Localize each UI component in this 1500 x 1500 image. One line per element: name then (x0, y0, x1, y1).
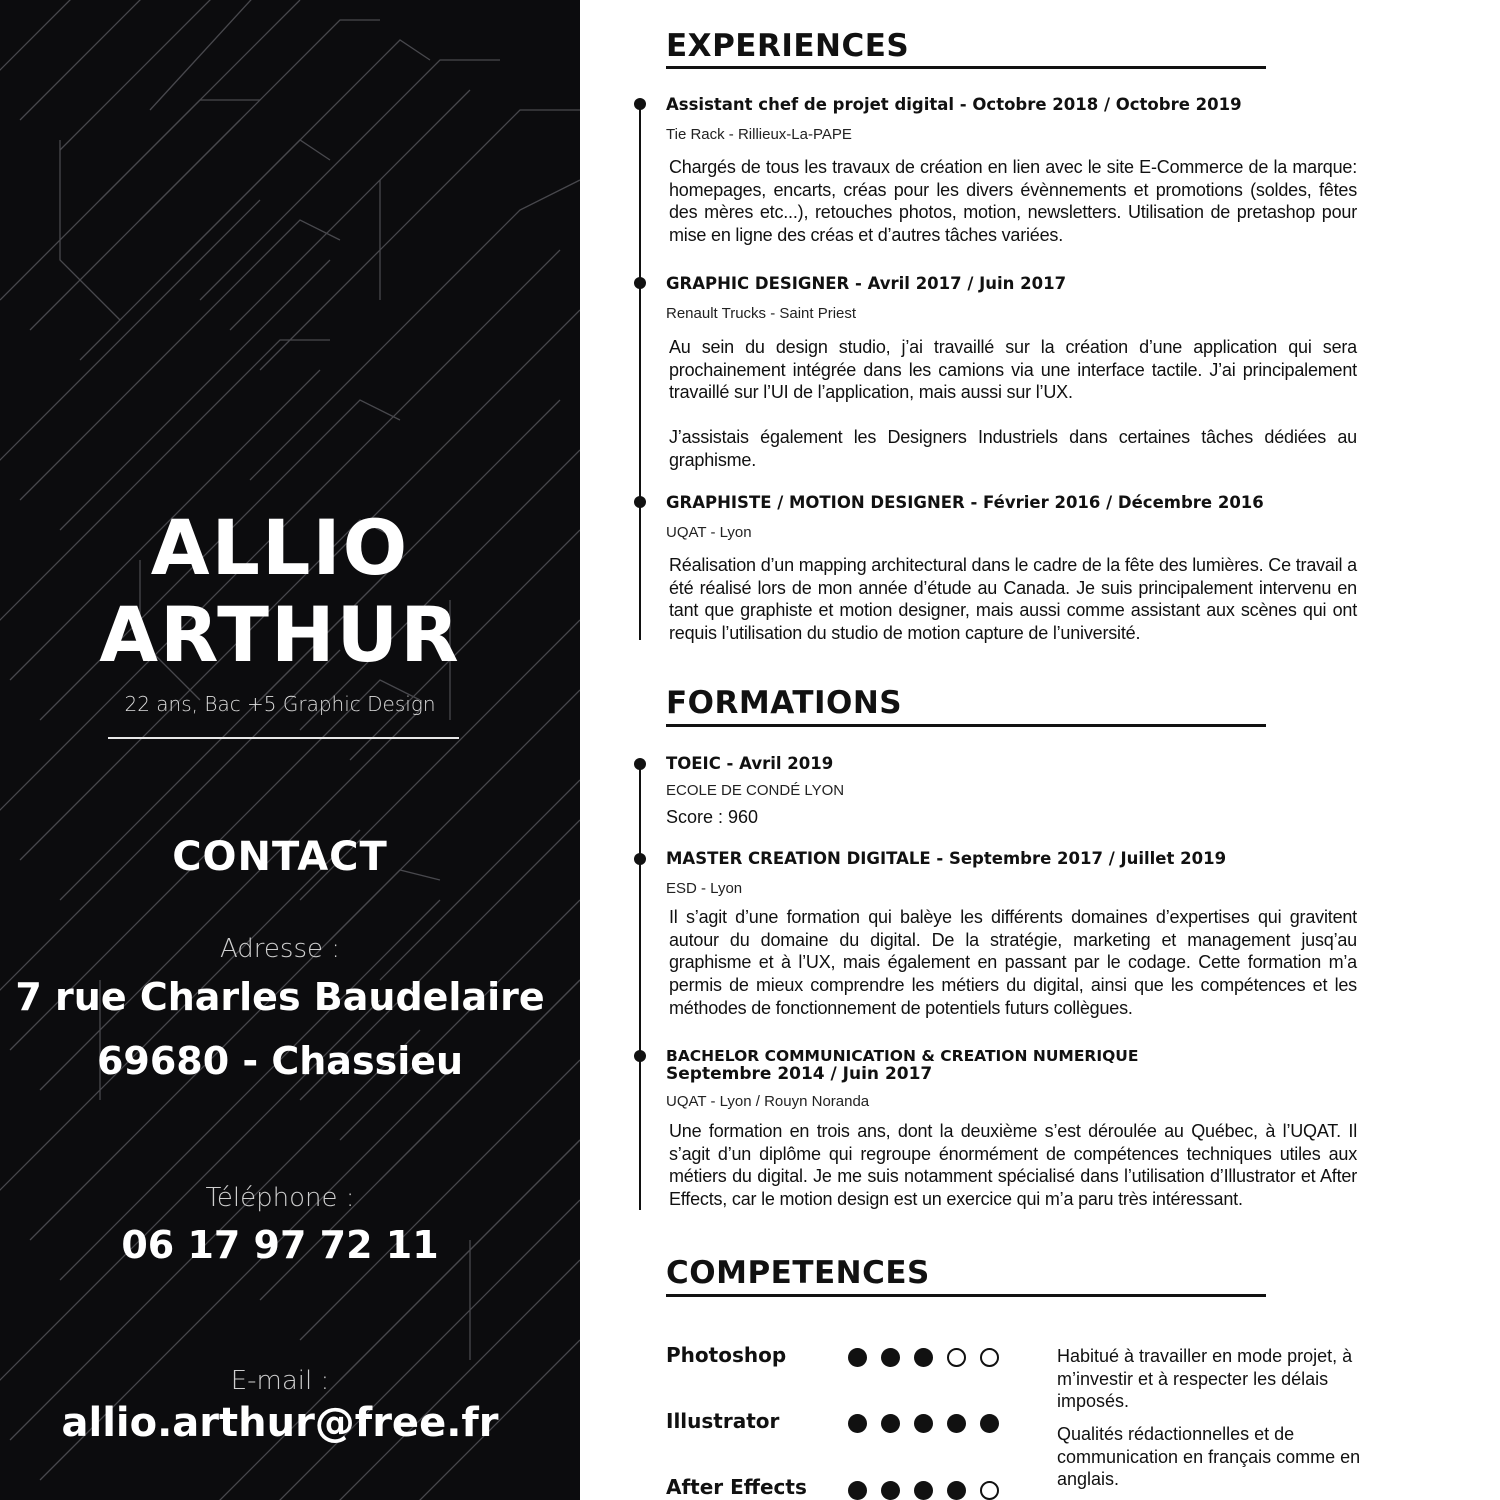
phone-number[interactable]: 06 17 97 72 11 (121, 1223, 439, 1267)
experience-org: UQAT - Lyon (666, 524, 752, 541)
timeline-dot-icon (634, 98, 646, 110)
formations-heading: FORMATIONS (666, 685, 903, 721)
timeline-dot-icon (634, 758, 646, 770)
skill-name: Illustrator (666, 1409, 780, 1433)
formation-title: TOEIC - Avril 2019 (666, 754, 834, 773)
address-line1: 7 rue Charles Baudelaire (15, 975, 545, 1019)
skill-name: After Effects (666, 1475, 807, 1499)
formation-dates: Septembre 2014 / Juin 2017 (666, 1064, 933, 1084)
formation-org: UQAT - Lyon / Rouyn Noranda (666, 1093, 870, 1110)
divider (108, 737, 459, 739)
filled-dot-icon (881, 1348, 900, 1367)
address-line2: 69680 - Chassieu (96, 1039, 464, 1083)
profile-sidebar (0, 0, 580, 1500)
experience-title: Assistant chef de projet digital - Octobre 2018 / Octobre 2019 (666, 95, 1242, 114)
skill-rating-photoshop (848, 1348, 999, 1367)
filled-dot-icon (914, 1348, 933, 1367)
experience-desc-extra: J’assistais également les Designers Industriels dans certaines tâches dédiées au graphisme. (669, 427, 1357, 470)
email-address[interactable]: allio.arthur@free.fr (61, 1400, 499, 1446)
filled-dot-icon (947, 1481, 966, 1500)
address-label: Adresse : (219, 934, 341, 964)
empty-dot-icon (980, 1481, 999, 1500)
section-divider (666, 724, 1266, 727)
formation-org: ECOLE DE CONDÉ LYON (666, 782, 845, 799)
experience-desc: Au sein du design studio, j’ai travaillé sur la création d’une application qui sera prochainement intégrée dans les camions via une interface tactile. J’ai principalement travaillé sur l’UI de l’application, mais aussi sur l’UX. (669, 337, 1357, 403)
timeline-dot-icon (634, 496, 646, 508)
filled-dot-icon (980, 1414, 999, 1433)
contact-heading: CONTACT (172, 834, 388, 880)
formation-desc: Il s’agit d’une formation qui balèye les différents domaines d’expertises qui gravitent autour du domaine du digital. De la stratégie, marketing et management jusq’au graphisme et à l’UX, mais également en passant par le codage. Cette formation m’a permis de mieux comprendre les métiers du digital, ainsi que les compétences et les méthodes de fonctionnement de potentiels futurs collègues. (669, 907, 1357, 1018)
soft-skill: Habitué à travailler en mode projet, à m’investir et à respecter les délais imposés. (1057, 1346, 1353, 1411)
filled-dot-icon (947, 1414, 966, 1433)
experience-org: Tie Rack - Rillieux-La-PAPE (666, 126, 852, 143)
section-divider (666, 1294, 1266, 1297)
filled-dot-icon (914, 1414, 933, 1433)
empty-dot-icon (947, 1348, 966, 1367)
filled-dot-icon (848, 1481, 867, 1500)
formation-title: MASTER CREATION DIGITALE - Septembre 2017 / Juillet 2019 (666, 849, 1227, 868)
skill-rating-after-effects (848, 1481, 999, 1500)
formation-desc: Une formation en trois ans, dont la deuxième s’est déroulée au Québec, à l’UQAT. Il s’agit d’un diplôme qui regroupe énormément de compétences techniques utiles aux métiers du digital. Je me suis notamment spécialisé dans l’utilisation d’Illustrator et After Effects, car le motion design est un exercice qui m’a paru très intéressant. (669, 1121, 1357, 1210)
email-label: E-mail : (230, 1366, 330, 1396)
experiences-heading: EXPERIENCES (666, 28, 910, 64)
timeline-dot-icon (634, 277, 646, 289)
phone-label: Téléphone : (205, 1183, 355, 1213)
experience-timeline (639, 104, 641, 640)
last-name: ALLIO (150, 503, 410, 592)
resume-main (580, 0, 1500, 1500)
toeic-score: Score : 960 (666, 807, 759, 827)
filled-dot-icon (881, 1414, 900, 1433)
profile-subtitle: 22 ans, Bac +5 Graphic Design (124, 692, 436, 716)
soft-skill: Qualités rédactionnelles et de communication en français comme en anglais. (1057, 1424, 1361, 1489)
experience-title: GRAPHIC DESIGNER - Avril 2017 / Juin 2017 (666, 274, 1067, 293)
filled-dot-icon (881, 1481, 900, 1500)
filled-dot-icon (848, 1348, 867, 1367)
filled-dot-icon (848, 1414, 867, 1433)
timeline-dot-icon (634, 1050, 646, 1062)
timeline-dot-icon (634, 853, 646, 865)
skill-name: Photoshop (666, 1343, 787, 1367)
experience-org: Renault Trucks - Saint Priest (666, 305, 857, 322)
formation-org: ESD - Lyon (666, 880, 743, 897)
empty-dot-icon (980, 1348, 999, 1367)
experience-desc: Chargés de tous les travaux de création en lien avec le site E-Commerce de la marque: homepages, encarts, créas pour les divers évènnements et promotions (soldes, fêtes des mères etc...), retouches photos, motion, newsletters. Utilisation de pretashop pour mise en ligne des créas et d’autres tâches variées. (669, 157, 1357, 246)
formation-timeline (639, 764, 641, 1210)
filled-dot-icon (914, 1481, 933, 1500)
first-name: ARTHUR (99, 590, 461, 679)
formation-title: BACHELOR COMMUNICATION & CREATION NUMERIQUE (666, 1047, 1139, 1065)
skill-rating-illustrator (848, 1414, 999, 1433)
section-divider (666, 66, 1266, 69)
experience-desc: Réalisation d’un mapping architectural dans le cadre de la fête des lumières. Ce travail a été réalisé lors de mon année d’étude au Canada. Je suis principalement intervenu en tant que graphiste et motion designer, mais aussi comme assistant aux scènes qui ont requis l’utilisation du studio de motion capture de l’université. (669, 555, 1357, 644)
experience-title: GRAPHISTE / MOTION DESIGNER - Février 2016 / Décembre 2016 (666, 493, 1264, 512)
competences-heading: COMPETENCES (666, 1255, 930, 1291)
